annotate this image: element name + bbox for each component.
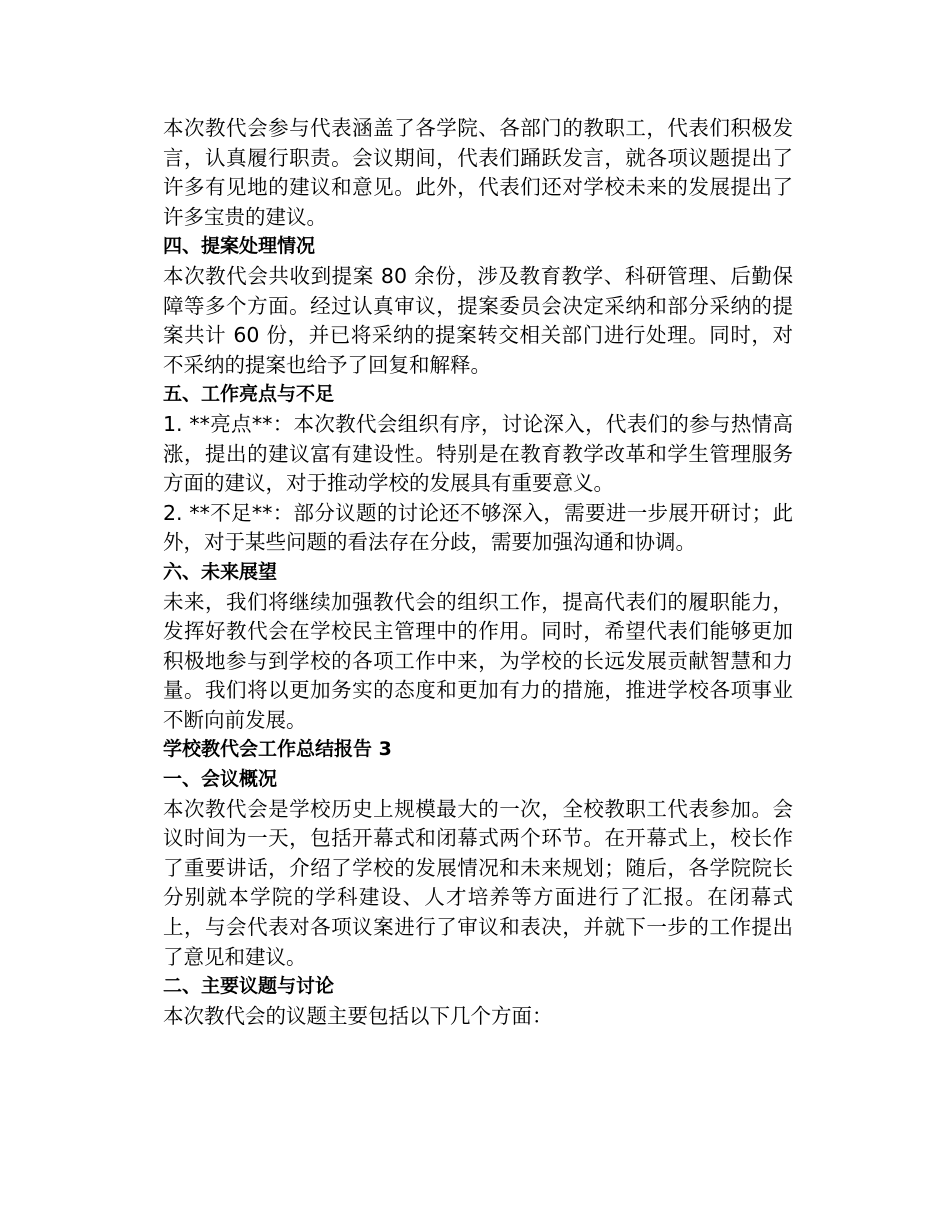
heading-highlights: 五、工作亮点与不足 [163, 383, 335, 406]
document-page [163, 114, 793, 1031]
heading-outlook: 六、未来展望 [163, 560, 278, 583]
para-proposals: 本次教代会共收到提案 80 余份，涉及教育教学、科研管理、后勤保障等多个方面。经过认真审议，提案委员会决定采纳和部分采纳的提案共计 60 份，并已将采纳的提案转交相关部门进行处理。同时，对不采纳的提案也给予了回复和解释。 [163, 263, 793, 377]
para-highlights: 1. **亮点**：本次教代会组织有序，讨论深入，代表们的参与热情高涨，提出的建议富有建设性。特别是在教育教学改革和学生管理服务方面的建议，对于推动学校的发展具有重要意义。 [163, 411, 793, 496]
heading-report-3: 学校教代会工作总结报告 3 [163, 738, 392, 761]
para-outlook: 未来，我们将继续加强教代会的组织工作，提高代表们的履职能力，发挥好教代会在学校民主管理中的作用。同时，希望代表们能够更加积极地参与到学校的各项工作中来，为学校的长远发展贡献智慧和力量。我们将以更加务实的态度和更加有力的措施，推进学校各项事业不断向前发展。 [163, 589, 793, 732]
heading-main-topics: 二、主要议题与讨论 [163, 975, 335, 998]
para-shortcomings: 2. **不足**：部分议题的讨论还不够深入，需要进一步展开研讨；此外，对于某些问题的看法存在分歧，需要加强沟通和协调。 [163, 500, 793, 555]
para-main-topics: 本次教代会的议题主要包括以下几个方面： [163, 1003, 553, 1028]
heading-proposals: 四、提案处理情况 [163, 235, 316, 258]
para-representatives: 本次教代会参与代表涵盖了各学院、各部门的教职工，代表们积极发言，认真履行职责。会议期间，代表们踊跃发言，就各项议题提出了许多有见地的建议和意见。此外，代表们还对学校未来的发展提出了许多宝贵的建议。 [163, 116, 793, 229]
para-meeting-overview: 本次教代会是学校历史上规模最大的一次，全校教职工代表参加。会议时间为一天，包括开幕式和闭幕式两个环节。在开幕式上，校长作了重要讲话，介绍了学校的发展情况和未来规划；随后，各学院院长分别就本学院的学科建设、人才培养等方面进行了汇报。在闭幕式上，与会代表对各项议案进行了审议和表决，并就下一步的工作提出了意见和建议。 [163, 796, 793, 969]
heading-meeting-overview: 一、会议概况 [163, 768, 278, 791]
